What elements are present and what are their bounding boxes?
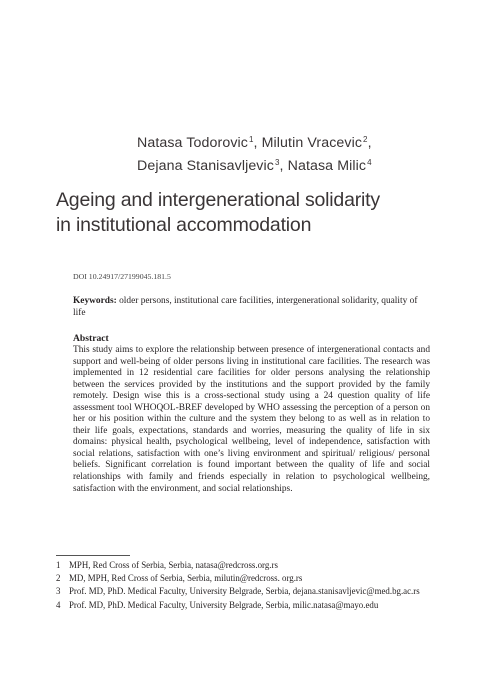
author-list [137,130,457,176]
doi: DOI 10.24917/27199045.181.5 [73,272,171,281]
author-line-1: Natasa Todorovic$^1$, Milutin Vracevic$^2$, [137,135,372,151]
footnote [56,560,446,571]
footnote-text: MD, MPH, Red Cross of Serbia, Serbia, milutin@redcross. org.rs [69,573,303,584]
article-title [56,188,456,238]
author-affiliation-marker: 1 [248,135,254,144]
footnote-text: Prof. MD, PhD. Medical Faculty, University Belgrade, Serbia, milic.natasa@mayo.edu [69,599,379,610]
author-affiliation-marker: 2 [363,135,368,144]
footnote-list [56,560,446,613]
footnote [56,586,446,597]
article-title-line-1: Ageing and intergenerational solidarity [56,189,380,211]
keywords [73,295,431,319]
keywords-label: Keywords: [73,296,117,306]
footnote-number: 1 [56,560,61,570]
author-affiliation-marker: 4 [367,158,372,167]
author-line-2: Dejana Stanisavljevic$^3$, Natasa Milic$^4$ [137,158,372,174]
author-name: Natasa Todorovic [137,135,248,151]
article-title-line-2: in institutional accommodation [56,214,312,236]
author-name: Dejana Stanisavljevic [137,158,274,174]
footnote-number: 3 [56,586,61,597]
abstract-heading: Abstract [73,333,109,344]
footnote-text: Prof. MD, PhD. Medical Faculty, University Belgrade, Serbia, dejana.stanisavljevic@med.bg.ac.rs [69,586,420,597]
abstract-body: This study aims to explore the relationship between presence of intergenerational contacts and support and well-being of older persons living in institutional care facilities. The research was implemented in 12 residential care facilities for older persons analysing the relationship between the services provided by the institutions and the support provided by the family remotely. Design wise this is a cross-sectional study using a 24 question quality of life assessment tool WHOQOL-BREF developed by WHO assessing the perception of a person on her or his position within the culture and the system they belong to as well as in relation to their life goals, expectations, standards and worries, measuring the quality of life in six domains: physical health, psychological wellbeing, level of independence, satisfaction with social relations, satisfaction with one’s living environment and spiritual/ religious/ personal beliefs. Significant correlation is found important between the quality of life and social relationships with family and friends especially in relation to psychological wellbeing, satisfaction with the environment, and social relationships. [73,345,430,494]
author-name: Natasa Milic [287,158,367,174]
author-affiliation-marker: 3 [274,158,280,167]
footnote-number: 2 [56,573,61,584]
footnote [56,573,446,584]
author-name: Milutin Vracevic [261,135,363,151]
footnote-text: MPH, Red Cross of Serbia, Serbia, natasa@redcross.org.rs [69,560,278,570]
footnote [56,600,446,611]
footnote-divider [56,555,130,556]
keywords-text: older persons, institutional care facilities, intergenerational solidarity, quality of life [73,296,418,318]
footnote-number: 4 [56,599,61,610]
